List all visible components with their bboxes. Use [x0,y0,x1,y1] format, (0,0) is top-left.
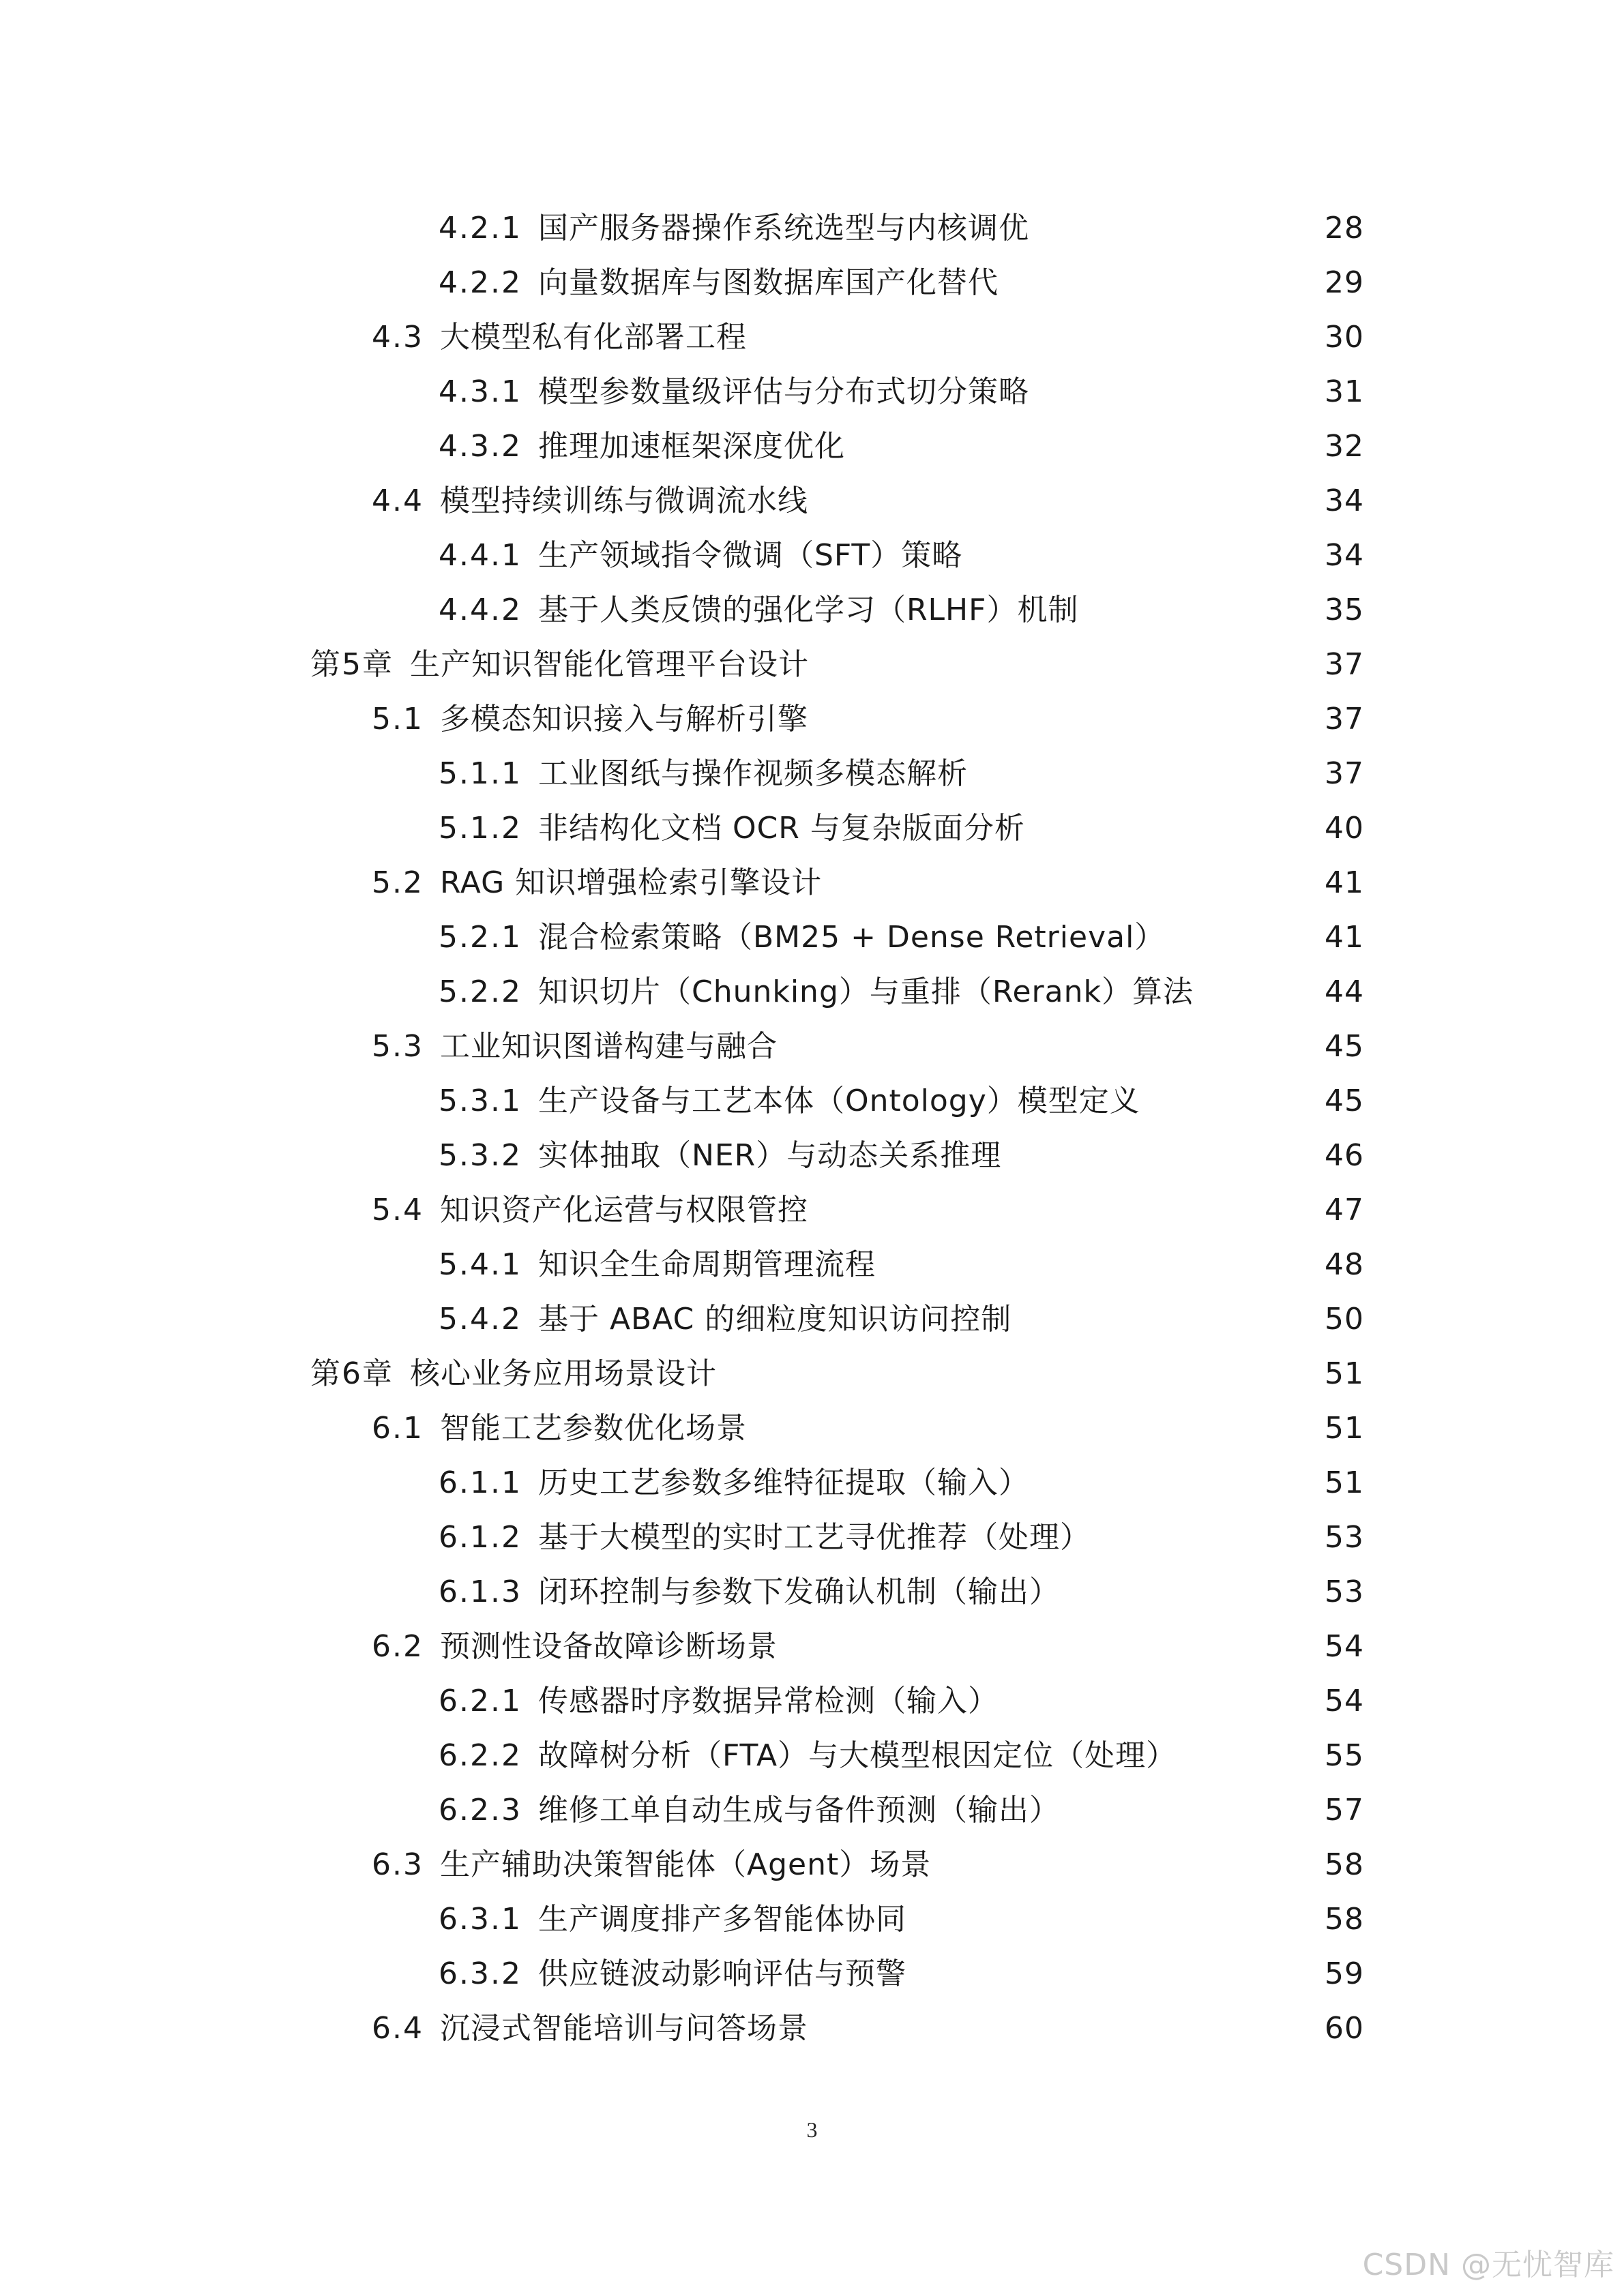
toc-entry-title: 生产知识智能化管理平台设计 [410,647,809,682]
toc-entry-label [372,692,808,747]
toc-entry-number: 第5章 [310,647,394,682]
toc-entry-title: 预测性设备故障诊断场景 [439,1629,778,1664]
toc-leader-dots [1072,1783,1310,1838]
toc-entry-title: 沉浸式智能培训与问答场景 [439,2011,808,2046]
toc-leader-dots [1153,1074,1310,1129]
toc-entry-page: 53 [1325,1520,1364,1555]
toc-entry-number: 4.3.1 [439,374,522,409]
toc-entry-label [439,583,1078,638]
toc-leader-dots [1177,910,1310,965]
toc-leader-dots [1042,1456,1310,1510]
toc-entry-title: 知识资产化运营与权限管控 [439,1193,808,1227]
toc-entry-number: 5.1.2 [439,811,522,846]
toc-leader-dots [1024,1292,1310,1347]
toc-entry-page: 58 [1325,1902,1364,1937]
toc-entry[interactable] [0,474,1624,528]
toc-leader-dots [1206,965,1310,1019]
toc-leader-dots [1042,365,1310,419]
toc-entry-label [439,1074,1140,1129]
toc-entry[interactable] [0,638,1624,692]
toc-entry-number: 4.3.2 [439,429,522,464]
toc-entry-title: 故障树分析（FTA）与大模型根因定位（处理） [537,1738,1177,1773]
toc-entry-number: 6.2.1 [439,1684,522,1718]
toc-entry-title: 知识切片（Chunking）与重排（Rerank）算法 [537,974,1194,1009]
toc-entry-label [372,1620,778,1674]
toc-entry-page: 35 [1325,593,1364,627]
toc-entry-label [372,856,822,910]
toc-entry[interactable] [0,1674,1624,1729]
toc-entry-label [372,1183,808,1238]
toc-entry-label [439,1729,1177,1783]
toc-entry[interactable] [0,1347,1624,1401]
toc-entry-label [439,1238,876,1292]
toc-entry-label [439,1892,906,1947]
toc-entry-title: 生产领域指令微调（SFT）策略 [537,538,963,573]
toc-entry-label [439,1947,906,2001]
toc-leader-dots [821,2001,1310,2056]
toc-leader-dots [943,1838,1310,1892]
toc-entry[interactable] [0,583,1624,638]
toc-entry-label [439,419,845,474]
toc-entry-page: 51 [1325,1465,1364,1500]
watermark: CSDN @无忧智库 [1362,2248,1614,2282]
toc-entry-label [439,965,1194,1019]
toc-entry-title: 非结构化文档 OCR 与复杂版面分析 [537,811,1025,846]
toc-entry-number: 4.2.2 [439,265,522,300]
toc-entry[interactable] [0,365,1624,419]
toc-entry-page: 55 [1325,1738,1364,1773]
toc-entry[interactable] [0,1401,1624,1456]
toc-entry-page: 44 [1325,974,1364,1009]
toc-entry[interactable] [0,747,1624,801]
toc-leader-dots [1011,256,1310,310]
toc-entry-number: 4.4 [372,483,424,518]
toc-entry[interactable] [0,1183,1624,1238]
toc-leader-dots [834,856,1310,910]
toc-entry-page: 51 [1325,1356,1364,1391]
toc-entry-label [372,1401,747,1456]
toc-entry-number: 5.1.1 [439,756,522,791]
toc-entry-label [372,310,747,365]
toc-entry-number: 4.4.1 [439,538,522,573]
toc-entry[interactable] [0,1620,1624,1674]
toc-entry-title: 推理加速框架深度优化 [537,429,845,464]
toc-entry[interactable] [0,910,1624,965]
toc-entry-number: 6.3.1 [439,1902,522,1937]
toc-leader-dots [1011,1674,1310,1729]
toc-entry-page: 58 [1325,1847,1364,1882]
toc-entry[interactable] [0,256,1624,310]
toc-entry-title: 生产辅助决策智能体（Agent）场景 [439,1847,932,1882]
toc-entry-number: 5.1 [372,702,424,736]
toc-entry[interactable] [0,965,1624,1019]
toc-entry-label [439,1129,1001,1183]
toc-entry-page: 32 [1325,429,1364,464]
toc-entry-number: 5.3 [372,1029,424,1064]
toc-entry-title: 历史工艺参数多维特征提取（输入） [537,1465,1029,1500]
toc-entry-label [439,1783,1060,1838]
toc-entry-title: 模型持续训练与微调流水线 [439,483,808,518]
toc-leader-dots [1014,1129,1310,1183]
toc-leader-dots [919,1892,1310,1947]
toc-entry-number: 6.2.3 [439,1793,522,1828]
toc-entry-page: 37 [1325,702,1364,736]
toc-entry-label [439,256,999,310]
toc-leader-dots [821,638,1310,692]
toc-leader-dots [980,747,1310,801]
toc-entry-number: 5.4 [372,1193,424,1227]
toc-entry-title: 大模型私有化部署工程 [439,320,747,355]
toc-entry-title: 工业知识图谱构建与融合 [439,1029,778,1064]
toc-leader-dots [759,310,1310,365]
toc-leader-dots [1072,1565,1310,1620]
toc-leader-dots [888,1238,1310,1292]
toc-entry-page: 37 [1325,647,1364,682]
toc-entry-page: 40 [1325,811,1364,846]
toc-entry[interactable] [0,201,1624,256]
toc-entry-title: 实体抽取（NER）与动态关系推理 [537,1138,1002,1173]
toc-entry-label [439,528,962,583]
toc-leader-dots [857,419,1310,474]
toc-entry[interactable] [0,1947,1624,2001]
toc-entry[interactable] [0,1129,1624,1183]
toc-leader-dots [759,1401,1310,1456]
toc-entry-number: 4.2.1 [439,211,522,245]
toc-entry-label [372,1019,778,1074]
toc-entry-number: 6.2 [372,1629,424,1664]
toc-leader-dots [821,474,1310,528]
toc-entry[interactable] [0,801,1624,856]
toc-entry[interactable] [0,1892,1624,1947]
toc-entry-title: 基于大模型的实时工艺寻优推荐（处理） [537,1520,1091,1555]
toc-leader-dots [1042,201,1310,256]
toc-entry-page: 59 [1325,1956,1364,1991]
toc-entry-page: 45 [1325,1029,1364,1064]
toc-entry-label [439,801,1025,856]
table-of-contents [0,201,1624,2056]
toc-entry-title: 多模态知识接入与解析引擎 [439,702,808,736]
toc-entry-page: 30 [1325,320,1364,355]
toc-entry-number: 6.3 [372,1847,424,1882]
toc-entry-label [439,1292,1012,1347]
toc-entry-label [439,1565,1060,1620]
toc-entry-page: 54 [1325,1629,1364,1664]
toc-leader-dots [1091,583,1310,638]
toc-entry[interactable] [0,1729,1624,1783]
toc-entry-label [310,638,809,692]
toc-entry-page: 53 [1325,1575,1364,1609]
toc-entry-page: 28 [1325,211,1364,245]
toc-entry-title: 混合检索策略（BM25 + Dense Retrieval） [537,920,1166,955]
toc-entry-page: 54 [1325,1684,1364,1718]
toc-entry-title: RAG 知识增强检索引擎设计 [439,865,823,900]
toc-leader-dots [821,1183,1310,1238]
toc-entry[interactable] [0,1238,1624,1292]
toc-entry[interactable] [0,1292,1624,1347]
toc-entry-number: 5.4.1 [439,1247,522,1282]
toc-leader-dots [975,528,1310,583]
toc-entry-title: 基于人类反馈的强化学习（RLHF）机制 [537,593,1079,627]
toc-entry-title: 闭环控制与参数下发确认机制（输出） [537,1575,1060,1609]
toc-entry-label [372,2001,808,2056]
toc-entry-page: 41 [1325,920,1364,955]
toc-entry-title: 模型参数量级评估与分布式切分策略 [537,374,1029,409]
toc-entry-number: 6.3.2 [439,1956,522,1991]
toc-entry-page: 46 [1325,1138,1364,1173]
toc-entry[interactable] [0,1783,1624,1838]
toc-entry-page: 48 [1325,1247,1364,1282]
toc-leader-dots [1189,1729,1310,1783]
toc-entry-number: 6.1 [372,1411,424,1446]
toc-leader-dots [1037,801,1310,856]
toc-entry-number: 4.3 [372,320,424,355]
toc-entry-page: 31 [1325,374,1364,409]
toc-entry[interactable] [0,1838,1624,1892]
page-number: 3 [806,2117,818,2142]
toc-entry-number: 5.3.2 [439,1138,522,1173]
toc-entry-title: 供应链波动影响评估与预警 [537,1956,906,1991]
toc-entry-number: 6.1.3 [439,1575,522,1609]
toc-entry-number: 第6章 [310,1356,394,1391]
toc-entry-page: 34 [1325,483,1364,518]
toc-entry-number: 6.1.2 [439,1520,522,1555]
toc-leader-dots [790,1620,1310,1674]
toc-entry-page: 37 [1325,756,1364,791]
toc-entry-page: 47 [1325,1193,1364,1227]
toc-entry-label [439,201,1029,256]
toc-entry-label [439,910,1165,965]
toc-entry-title: 智能工艺参数优化场景 [439,1411,747,1446]
toc-entry[interactable] [0,1510,1624,1565]
toc-entry-number: 6.1.1 [439,1465,522,1500]
toc-entry[interactable] [0,2001,1624,2056]
toc-entry[interactable] [0,692,1624,747]
toc-entry-label [439,747,968,801]
toc-entry[interactable] [0,1019,1624,1074]
toc-entry-number: 6.4 [372,2011,424,2046]
toc-entry-page: 34 [1325,538,1364,573]
toc-entry-title: 基于 ABAC 的细粒度知识访问控制 [537,1302,1012,1337]
toc-entry-label [439,1510,1091,1565]
toc-entry-label [439,1674,999,1729]
toc-entry-title: 维修工单自动生成与备件预测（输出） [537,1793,1060,1828]
toc-leader-dots [1103,1510,1310,1565]
toc-entry[interactable] [0,856,1624,910]
toc-entry-title: 向量数据库与图数据库国产化替代 [537,265,999,300]
toc-entry-title: 核心业务应用场景设计 [410,1356,717,1391]
toc-entry[interactable] [0,1565,1624,1620]
toc-entry-number: 5.3.1 [439,1084,522,1118]
toc-entry-number: 5.2.1 [439,920,522,955]
toc-entry-title: 生产设备与工艺本体（Ontology）模型定义 [537,1084,1140,1118]
toc-entry-label [310,1347,717,1401]
toc-entry-page: 45 [1325,1084,1364,1118]
toc-entry-label [372,474,808,528]
toc-entry[interactable] [0,528,1624,583]
toc-entry[interactable] [0,419,1624,474]
toc-entry-label [439,365,1029,419]
toc-entry-number: 5.4.2 [439,1302,522,1337]
toc-entry-title: 国产服务器操作系统选型与内核调优 [537,211,1029,245]
toc-entry-page: 60 [1325,2011,1364,2046]
toc-entry-number: 5.2 [372,865,424,900]
toc-leader-dots [729,1347,1310,1401]
toc-entry[interactable] [0,1074,1624,1129]
toc-entry-number: 4.4.2 [439,593,522,627]
toc-entry-label [439,1456,1029,1510]
toc-entry-title: 知识全生命周期管理流程 [537,1247,876,1282]
toc-entry-page: 57 [1325,1793,1364,1828]
toc-entry-label [372,1838,931,1892]
toc-entry-page: 29 [1325,265,1364,300]
toc-entry-number: 6.2.2 [439,1738,522,1773]
toc-entry-page: 51 [1325,1411,1364,1446]
toc-entry-title: 生产调度排产多智能体协同 [537,1902,906,1937]
toc-entry-title: 传感器时序数据异常检测（输入） [537,1684,999,1718]
toc-entry[interactable] [0,1456,1624,1510]
toc-entry-page: 50 [1325,1302,1364,1337]
toc-entry[interactable] [0,310,1624,365]
toc-entry-page: 41 [1325,865,1364,900]
toc-leader-dots [919,1947,1310,2001]
toc-leader-dots [790,1019,1310,1074]
toc-entry-number: 5.2.2 [439,974,522,1009]
toc-leader-dots [821,692,1310,747]
toc-entry-title: 工业图纸与操作视频多模态解析 [537,756,968,791]
